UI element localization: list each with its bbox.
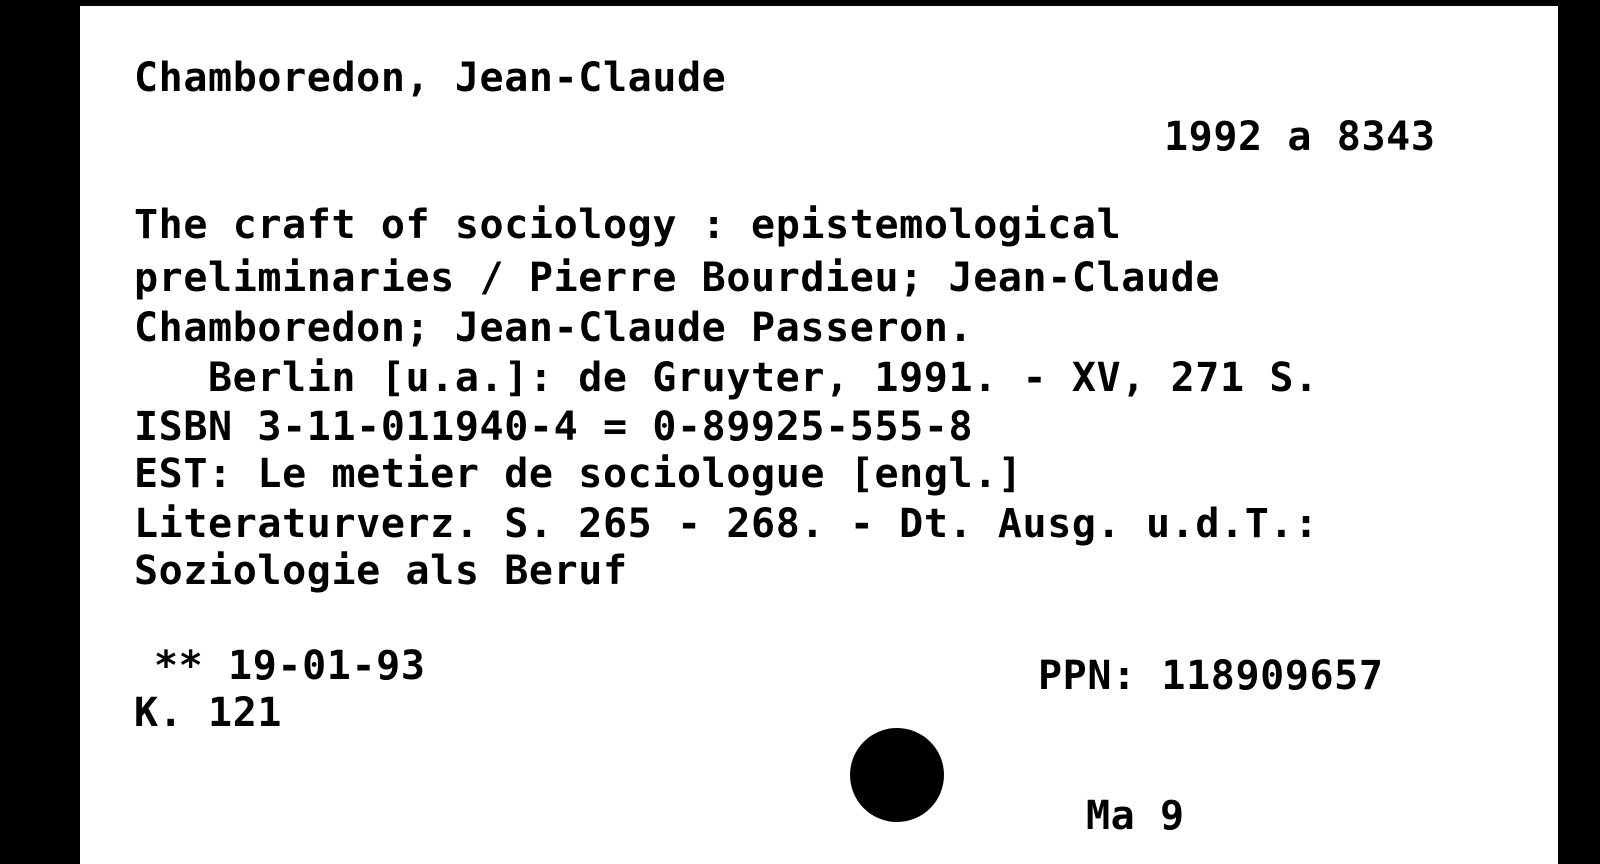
notes-line-1: Literaturverz. S. 265 - 268. - Dt. Ausg. u.d.T.: [134, 501, 1319, 547]
isbn: ISBN 3-11-011940-4 = 0-89925-555-8 [134, 404, 974, 450]
title-line-3: Chamboredon; Jean-Claude Passeron. [134, 305, 974, 351]
author-heading: Chamboredon, Jean-Claude [134, 55, 727, 101]
catalog-card [80, 6, 1558, 864]
k-number: K. 121 [134, 690, 283, 736]
original-title: EST: Le metier de sociologue [engl.] [134, 451, 1023, 497]
title-line-1: The craft of sociology : epistemological [134, 202, 1122, 248]
punch-hole [850, 728, 944, 822]
title-line-2: preliminaries / Pierre Bourdieu; Jean-Claude [134, 255, 1221, 301]
date-stamp: ** 19-01-93 [154, 643, 426, 689]
imprint: Berlin [u.a.]: de Gruyter, 1991. - XV, 271 S. [208, 355, 1319, 401]
ppn-number: PPN: 118909657 [1038, 653, 1384, 699]
location-code: Ma 9 [1086, 793, 1185, 839]
shelf-number: 1992 a 8343 [1164, 114, 1436, 160]
notes-line-2: Soziologie als Beruf [134, 548, 628, 594]
